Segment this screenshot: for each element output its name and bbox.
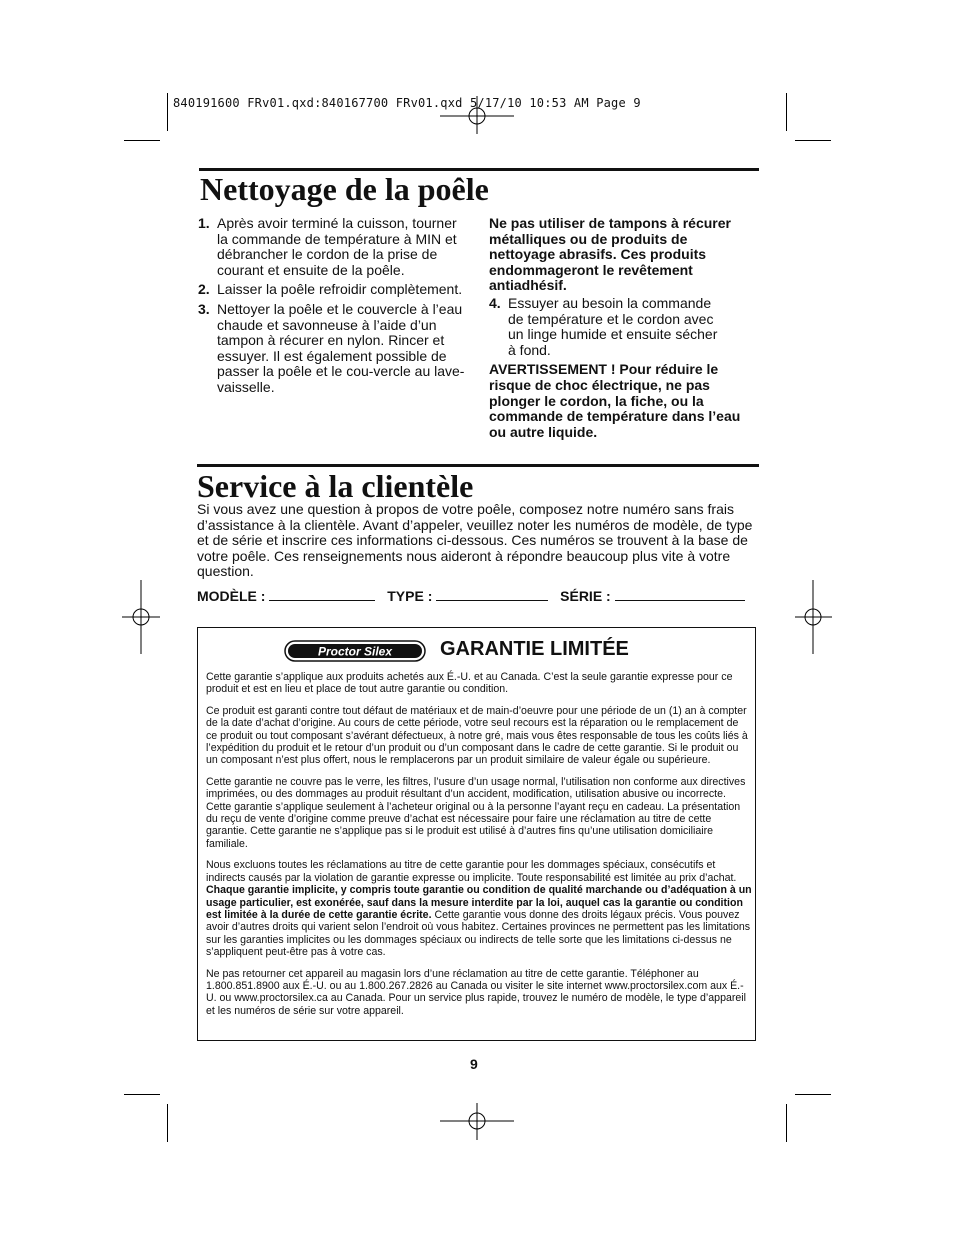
service-title: Service à la clientèle [197,468,474,504]
warranty-paragraph: Ce produit est garanti contre tout défaut de matériaux et de main-d’oeuvre pour une période de un (1) an à compter de la date d’achat d’origine. Au cours de cette période, votre seul recours est la réparation ou le remplacement de ce produit ou tout composant s’avérant défectueux, à notre gré, mais vous êtes responsable de tous les coûts liés à l’expédition du produit et le retour d’un produit ou d’un composant dans le cadre de cette garantie. Si le produit ou un composant n’est plus offert, nous le remplacerons par un produit similaire de valeur égale ou supérieure. [206,704,748,767]
cleaning-title: Nettoyage de la poêle [200,171,489,207]
section-rule [197,464,759,467]
svg-text:Proctor Silex: Proctor Silex [317,644,393,659]
warranty-title: GARANTIE LIMITÉE [440,638,629,660]
cleaning-right-column [489,216,757,440]
step-2: 2. Laisser la poêle refroidir complètement. [198,281,463,298]
cleaning-left-column [198,216,470,400]
warranty-paragraph: Nous excluons toutes les réclamations au titre de cette garantie pour les dommages spéciaux, consécutifs et indirects causés par la violation de garantie expresse ou implicite. Toute responsabilité est limitée au prix d’achat. Chaque garantie implicite, y compris toute garantie ou condition de qualité marchande ou d’adéquation à un usage particulier, est exonérée, sauf dans la mesure interdite par la loi, auquel cas la garantie ou condition est limitée à la durée de cette garantie écrite. Cette garantie vous donne des droits légaux précis. Vous pouvez avoir d’autres droits qui varient selon l’endroit où vous habitez. Certaines provinces ne permettent pas les limitations sur les garanties implicites ou les dommages spéciaux ou indirects de telle sorte que les limitations ci-dessus ne s’appliquent peut-être pas à votre cas. [206,859,752,959]
caution-text: Ne pas utiliser de tampons à récurer métalliques ou de produits de nettoyage abrasifs. Ces produits endommageront le revêtement antiadhésif. [489,215,731,294]
service-text: Si vous avez une question à propos de votre poêle, composez notre numéro sans frais d’assistance à la clientèle. Avant d’appeler, veuillez noter les numéros de modèle, de type et de série et inscrire ces informations ci-dessous. Ces numéros se trouvent à la base de votre poêle. Ces renseignements nous aideront à répondre beaucoup plus vite à votre question. [197,501,753,580]
warning-text: AVERTISSEMENT ! Pour réduire le risque de choc électrique, ne pas plonger le cordon, la fiche, ou la commande de température dans l’eau ou autre liquide. [489,361,741,440]
page-number: 9 [470,1056,478,1072]
print-slug: 840191600 FRv01.qxd:840167700 FRv01.qxd 5/17/10 10:53 AM Page 9 [173,96,641,110]
warranty-box [197,627,756,1041]
serial-field[interactable] [615,588,745,601]
warranty-paragraph: Cette garantie ne couvre pas le verre, les filtres, l’usure d’un usage normal, l’utilisation non conforme aux directives imprimées, ou des dommages au produit résultant d’un accident, modification, utilisation abusive ou incorrecte. Cette garantie s’applique seulement à l’acheteur original ou à la personne l’ayant reçu en cadeau. La présentation du reçu de vente d’origine comme preuve d’achat est nécessaire pour faire une réclamation au titre de cette garantie. Cette garantie ne s’applique pas si le produit est utilisé à d’autres fins qu’une utilisation domiciliaire familiale. [206,775,746,850]
product-info-fields [197,588,759,604]
type-field[interactable] [436,588,548,601]
step-1: 1. Après avoir terminé la cuisson, tourner la commande de température à MIN et débrancher le cordon de la prise de courant et ensuite de la poêle. [198,215,457,278]
type-label: TYPE : [387,588,433,604]
warranty-paragraph: Cette garantie s’applique aux produits achetés aux É.-U. et au Canada. C’est la seule garantie expresse pour ce produit et est en lieu et place de tout autre garantie ou condition. [206,671,733,696]
proctor-silex-logo [284,640,426,662]
model-field[interactable] [269,588,375,601]
warranty-paragraph: Ne pas retourner cet appareil au magasin lors d’une réclamation au titre de cette garantie. Téléphoner au 1.800.851.8900 aux É.-U. ou au 1.800.267.2826 au Canada ou visiter le site internet www.proctorsilex.com aux É.-U. ou www.proctorsilex.ca au Canada. Pour un service plus rapide, trouvez le numéro de modèle, le type d’appareil et les numéros de série sur votre appareil. [206,967,746,1017]
step-4: 4. Essuyer au besoin la commande de température et le cordon avec un linge humide et ensuite sécher à fond. [489,294,718,358]
serial-label: SÉRIE : [560,588,611,604]
model-label: MODÈLE : [197,588,266,604]
warranty-body [206,671,752,1026]
step-3: 3. Nettoyer la poêle et le couvercle à l’eau chaude et savonneuse à l’aide d’un tampon à récurer en nylon. Rincer et essuyer. Il est également possible de passer la poêle et le cou-vercle au lave-vaisselle. [198,300,465,395]
